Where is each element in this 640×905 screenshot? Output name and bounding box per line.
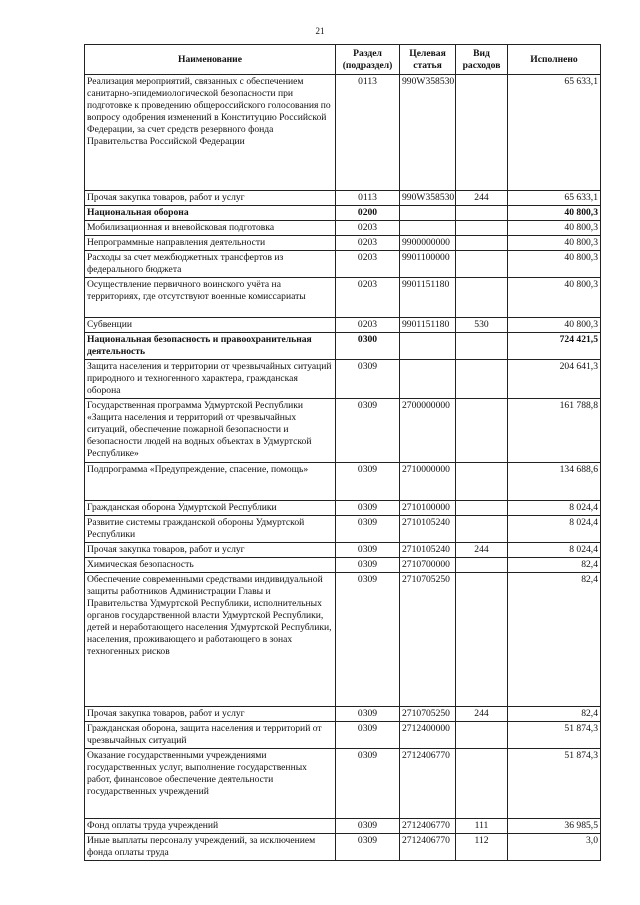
cell-target: 2712400000 — [400, 722, 456, 749]
cell-target: 2710705250 — [400, 573, 456, 707]
cell-name: Непрограммные направления деятельности — [85, 236, 336, 251]
cell-type — [456, 501, 508, 516]
cell-amount: 65 633,1 — [508, 75, 601, 191]
cell-target: 2710105240 — [400, 516, 456, 543]
cell-section: 0309 — [336, 819, 400, 834]
header-amount: Исполнено — [508, 45, 601, 75]
cell-type — [456, 206, 508, 221]
table-row — [85, 834, 601, 861]
cell-type — [456, 333, 508, 360]
cell-name: Фонд оплаты труда учреждений — [85, 819, 336, 834]
cell-type — [456, 221, 508, 236]
table-row — [85, 573, 601, 707]
cell-type — [456, 722, 508, 749]
cell-type: 111 — [456, 819, 508, 834]
cell-amount: 8 024,4 — [508, 501, 601, 516]
cell-target: 990W358530 — [400, 191, 456, 206]
cell-type — [456, 236, 508, 251]
cell-section: 0300 — [336, 333, 400, 360]
cell-type: 530 — [456, 318, 508, 333]
cell-name: Гражданская оборона, защита населения и территорий от чрезвычайных ситуаций — [85, 722, 336, 749]
table-row — [85, 501, 601, 516]
table-row — [85, 558, 601, 573]
table-row — [85, 236, 601, 251]
cell-amount: 65 633,1 — [508, 191, 601, 206]
cell-amount: 161 788,8 — [508, 399, 601, 463]
header-type: Вид расходов — [456, 45, 508, 75]
cell-name: Обеспечение современными средствами индивидуальной защиты работников Администрации Главы и Правительства Удмуртской Республики, исполнительных органов государственной власти Удмуртской Республики, детей и неработающего населения Удмуртской Республики, населения, проживающего и работающего в зонах техногенных рисков — [85, 573, 336, 707]
table-row — [85, 819, 601, 834]
cell-amount: 82,4 — [508, 558, 601, 573]
cell-section: 0200 — [336, 206, 400, 221]
table-row — [85, 360, 601, 399]
cell-target: 9900000000 — [400, 236, 456, 251]
table-row — [85, 333, 601, 360]
table-row — [85, 221, 601, 236]
cell-name: Прочая закупка товаров, работ и услуг — [85, 543, 336, 558]
cell-amount: 40 800,3 — [508, 236, 601, 251]
cell-section: 0309 — [336, 573, 400, 707]
table-header-row — [85, 45, 601, 75]
table-body — [85, 75, 601, 861]
cell-name: Субвенции — [85, 318, 336, 333]
table-row — [85, 75, 601, 191]
cell-name: Прочая закупка товаров, работ и услуг — [85, 191, 336, 206]
cell-target: 2710000000 — [400, 463, 456, 501]
cell-section: 0113 — [336, 191, 400, 206]
cell-type: 244 — [456, 543, 508, 558]
cell-amount: 8 024,4 — [508, 543, 601, 558]
cell-target — [400, 206, 456, 221]
cell-amount: 204 641,3 — [508, 360, 601, 399]
cell-name: Гражданская оборона Удмуртской Республики — [85, 501, 336, 516]
cell-amount: 40 800,3 — [508, 221, 601, 236]
cell-type — [456, 251, 508, 278]
cell-type — [456, 278, 508, 318]
cell-amount: 8 024,4 — [508, 516, 601, 543]
cell-name: Расходы за счет межбюджетных трансфертов из федерального бюджета — [85, 251, 336, 278]
cell-target: 2710705250 — [400, 707, 456, 722]
cell-section: 0309 — [336, 463, 400, 501]
cell-target: 2710105240 — [400, 543, 456, 558]
cell-amount: 134 688,6 — [508, 463, 601, 501]
table-row — [85, 318, 601, 333]
cell-section: 0203 — [336, 251, 400, 278]
table-row — [85, 191, 601, 206]
cell-name: Мобилизационная и вневойсковая подготовка — [85, 221, 336, 236]
cell-section: 0309 — [336, 707, 400, 722]
cell-target: 2712406770 — [400, 819, 456, 834]
cell-amount: 40 800,3 — [508, 278, 601, 318]
cell-amount: 3,0 — [508, 834, 601, 861]
table-row — [85, 251, 601, 278]
cell-name: Оказание государственными учреждениями государственных услуг, выполнение государственных работ, финансовое обеспечение деятельности государственных учреждений — [85, 749, 336, 819]
cell-name: Национальная оборона — [85, 206, 336, 221]
cell-target — [400, 333, 456, 360]
cell-target — [400, 221, 456, 236]
table-row — [85, 399, 601, 463]
table-row — [85, 707, 601, 722]
cell-amount: 51 874,3 — [508, 722, 601, 749]
header-section: Раздел (подраздел) — [336, 45, 400, 75]
table-row — [85, 749, 601, 819]
cell-name: Прочая закупка товаров, работ и услуг — [85, 707, 336, 722]
cell-target: 990W358530 — [400, 75, 456, 191]
cell-type: 112 — [456, 834, 508, 861]
cell-name: Химическая безопасность — [85, 558, 336, 573]
cell-section: 0309 — [336, 558, 400, 573]
table-row — [85, 722, 601, 749]
cell-section: 0113 — [336, 75, 400, 191]
cell-type: 244 — [456, 707, 508, 722]
cell-type — [456, 558, 508, 573]
table-row — [85, 463, 601, 501]
cell-section: 0309 — [336, 501, 400, 516]
cell-section: 0203 — [336, 278, 400, 318]
cell-name: Защита населения и территории от чрезвычайных ситуаций природного и техногенного характера, гражданская оборона — [85, 360, 336, 399]
cell-amount: 51 874,3 — [508, 749, 601, 819]
cell-type — [456, 463, 508, 501]
cell-name: Развитие системы гражданской обороны Удмуртской Республики — [85, 516, 336, 543]
table-row — [85, 278, 601, 318]
header-target: Целевая статья — [400, 45, 456, 75]
cell-target: 9901151180 — [400, 318, 456, 333]
cell-amount: 724 421,5 — [508, 333, 601, 360]
cell-section: 0309 — [336, 749, 400, 819]
cell-section: 0309 — [336, 399, 400, 463]
cell-name: Подпрограмма «Предупреждение, спасение, помощь» — [85, 463, 336, 501]
cell-name: Иные выплаты персоналу учреждений, за исключением фонда оплаты труда — [85, 834, 336, 861]
cell-target: 2712406770 — [400, 749, 456, 819]
cell-amount: 82,4 — [508, 707, 601, 722]
cell-section: 0309 — [336, 516, 400, 543]
cell-amount: 36 985,5 — [508, 819, 601, 834]
cell-name: Осуществление первичного воинского учёта на территориях, где отсутствуют военные комиссариаты — [85, 278, 336, 318]
cell-type — [456, 75, 508, 191]
cell-section: 0203 — [336, 236, 400, 251]
table-row — [85, 206, 601, 221]
cell-target: 2712406770 — [400, 834, 456, 861]
cell-amount: 82,4 — [508, 573, 601, 707]
cell-name: Национальная безопасность и правоохранительная деятельность — [85, 333, 336, 360]
cell-name: Реализация мероприятий, связанных с обеспечением санитарно-эпидемиологической безопасности при подготовке к проведению общероссийского голосования по вопросу одобрения изменений в Конституцию Российской Федерации, за счет средств резервного фонда Правительства Российской Федерации — [85, 75, 336, 191]
cell-target — [400, 360, 456, 399]
page-number: 21 — [315, 26, 325, 36]
cell-amount: 40 800,3 — [508, 206, 601, 221]
cell-target: 2710100000 — [400, 501, 456, 516]
cell-section: 0203 — [336, 318, 400, 333]
cell-target: 2700000000 — [400, 399, 456, 463]
cell-target: 9901100000 — [400, 251, 456, 278]
header-name: Наименование — [85, 45, 336, 75]
cell-target: 2710700000 — [400, 558, 456, 573]
cell-section: 0309 — [336, 722, 400, 749]
cell-type — [456, 360, 508, 399]
cell-section: 0309 — [336, 834, 400, 861]
cell-type — [456, 399, 508, 463]
cell-target: 9901151180 — [400, 278, 456, 318]
cell-amount: 40 800,3 — [508, 318, 601, 333]
table-row — [85, 543, 601, 558]
cell-section: 0309 — [336, 360, 400, 399]
table-row — [85, 516, 601, 543]
cell-name: Государственная программа Удмуртской Республики «Защита населения и территорий от чрезвычайных ситуаций, обеспечение пожарной безопасности и безопасности людей на водных объектах в Удмуртской Республике» — [85, 399, 336, 463]
cell-type — [456, 573, 508, 707]
budget-table — [84, 44, 601, 861]
cell-type — [456, 516, 508, 543]
cell-amount: 40 800,3 — [508, 251, 601, 278]
cell-section: 0203 — [336, 221, 400, 236]
cell-section: 0309 — [336, 543, 400, 558]
cell-type — [456, 749, 508, 819]
cell-type: 244 — [456, 191, 508, 206]
